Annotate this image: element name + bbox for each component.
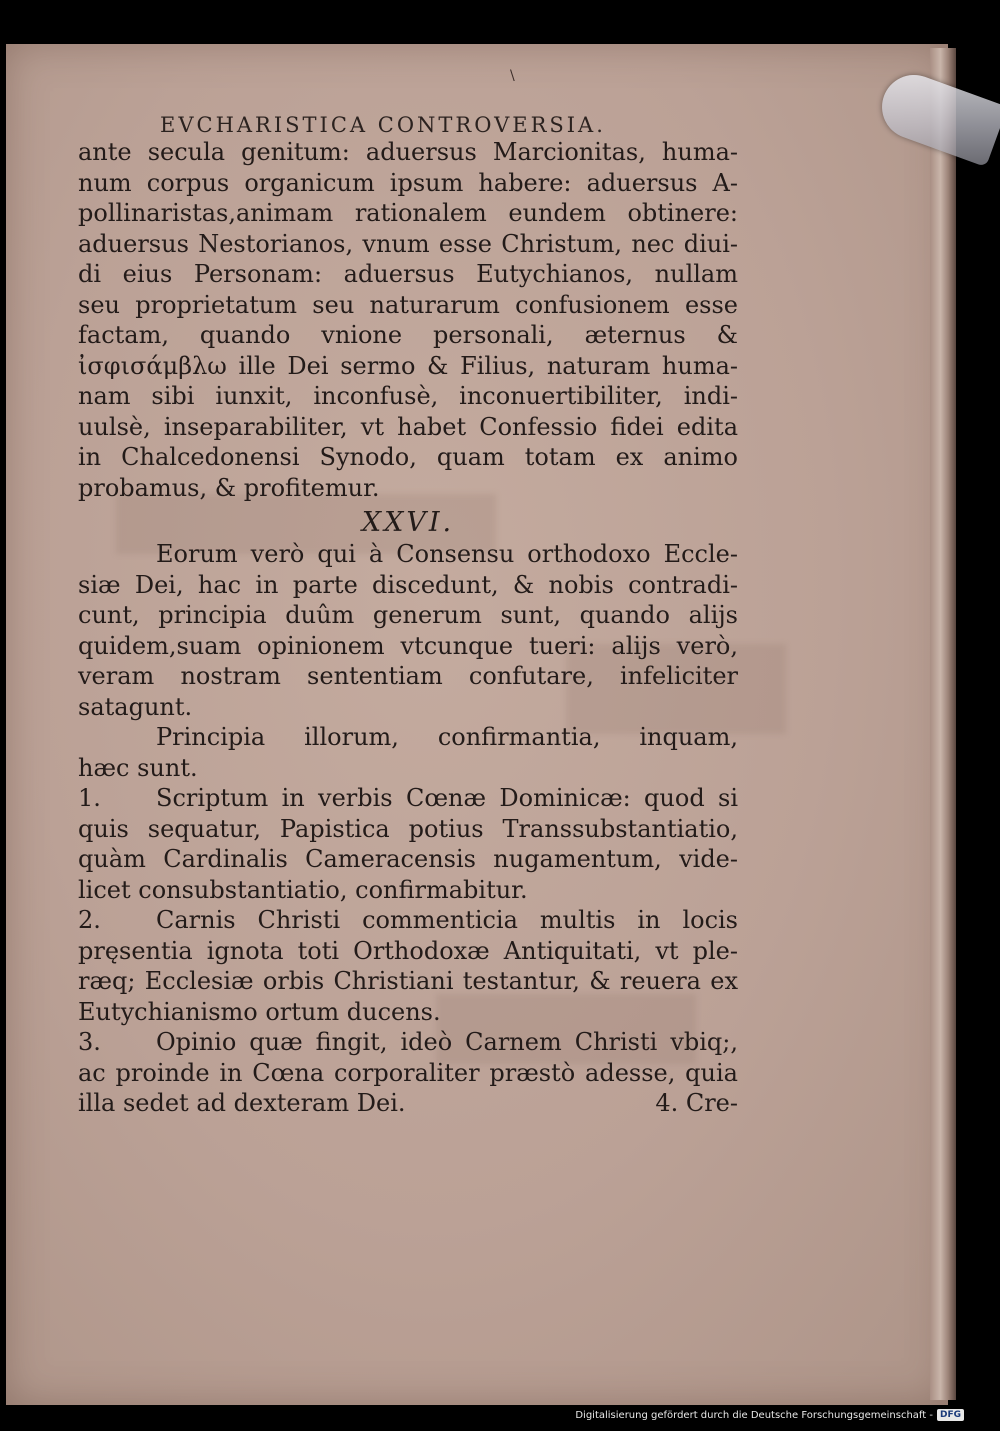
page-mark: \ xyxy=(510,68,515,84)
text-line: nam sibi iunxit, inconfusè, inconuertibiliter, indi- xyxy=(78,382,738,410)
text-line: quidem,suam opinionem vtcunque tueri: alijs verò, xyxy=(78,631,738,660)
text-line: Eorum verò qui à Consensu orthodoxo Eccle- xyxy=(156,540,738,568)
text-line: uulsè, inseparabiliter, vt habet Confessio fidei edita xyxy=(78,412,738,441)
text-line: siæ Dei, hac in parte discedunt, & nobis contradi- xyxy=(78,570,738,599)
item-number: 3. xyxy=(78,1028,101,1056)
item-text: Opinio quæ fingit, ideò Carnem Christi vbiq;, xyxy=(156,1028,738,1056)
paragraph-1 xyxy=(78,137,738,503)
text-line: veram nostram sententiam confutare, infeliciter xyxy=(78,662,738,690)
digitization-credit xyxy=(575,1409,964,1421)
item-number: 1. xyxy=(78,784,101,812)
text-line: seu proprietatum seu naturarum confusionem esse xyxy=(78,290,738,319)
page-edge xyxy=(930,48,956,1400)
text-line: Eutychianismo ortum ducens. xyxy=(78,997,441,1026)
list-item-2 xyxy=(78,905,738,1027)
list-item-3 xyxy=(78,1027,738,1119)
credit-text: Digitalisierung gefördert durch die Deutsche Forschungsgemeinschaft - xyxy=(575,1409,933,1421)
text-line: quàm Cardinalis Cameracensis nugamentum, vide- xyxy=(78,845,738,873)
dfg-logo: DFG xyxy=(937,1409,964,1421)
text-line xyxy=(78,905,738,936)
text-line: licet consubstantiatio, confirmabitur. xyxy=(78,875,528,904)
item-number: 2. xyxy=(78,906,101,934)
text-line: factam, quando vnione personali, æternus & xyxy=(78,321,738,349)
text-line: aduersus Nestorianos, vnum esse Christum, nec diui- xyxy=(78,229,738,258)
text-line: di eius Personam: aduersus Eutychianos, nullam xyxy=(78,260,738,288)
catchword: 4. Cre- xyxy=(655,1089,738,1117)
text-line: Principia illorum, confirmantia, inquam, xyxy=(156,723,738,751)
text-line: ἰσφισάμβλω ille Dei sermo & Filius, naturam huma- xyxy=(78,351,738,380)
paragraph-3 xyxy=(78,722,738,783)
text-line: satagunt. xyxy=(78,692,193,721)
text-line xyxy=(78,1088,738,1119)
list-item-1 xyxy=(78,783,738,905)
text-line: quis sequatur, Papistica potius Transsubstantiatio, xyxy=(78,814,738,843)
text-line: pręsentia ignota toti Orthodoxæ Antiquitati, vt ple- xyxy=(78,936,738,965)
running-head: EVCHARISTICA CONTROVERSIA. xyxy=(160,113,606,137)
text-line: ac proinde in Cœna corporaliter præstò adesse, quia xyxy=(78,1058,738,1087)
item-text: Scriptum in verbis Cœnæ Dominicæ: quod si xyxy=(156,784,738,812)
text-line: ante secula genitum: aduersus Marcionitas, huma- xyxy=(78,138,738,166)
text-line: hæc sunt. xyxy=(78,753,198,782)
text-line: cunt, principia duûm generum sunt, quando alijs xyxy=(78,601,738,629)
page-text xyxy=(78,137,738,1119)
text-line xyxy=(78,783,738,814)
text-line: pollinaristas,animam rationalem eundem obtinere: xyxy=(78,199,738,227)
section-heading: XXVI. xyxy=(361,507,455,538)
text-line xyxy=(78,1027,738,1058)
item-text: illa sedet ad dexteram Dei. xyxy=(78,1089,406,1117)
text-line: probamus, & profitemur. xyxy=(78,473,380,502)
text-line: num corpus organicum ipsum habere: aduersus A- xyxy=(78,168,738,197)
item-text: Carnis Christi commenticia multis in locis xyxy=(156,906,738,934)
text-line: ræq; Ecclesiæ orbis Christiani testantur, & reuera ex xyxy=(78,967,738,995)
text-line: in Chalcedonensi Synodo, quam totam ex animo xyxy=(78,443,738,471)
paragraph-2 xyxy=(78,539,738,722)
